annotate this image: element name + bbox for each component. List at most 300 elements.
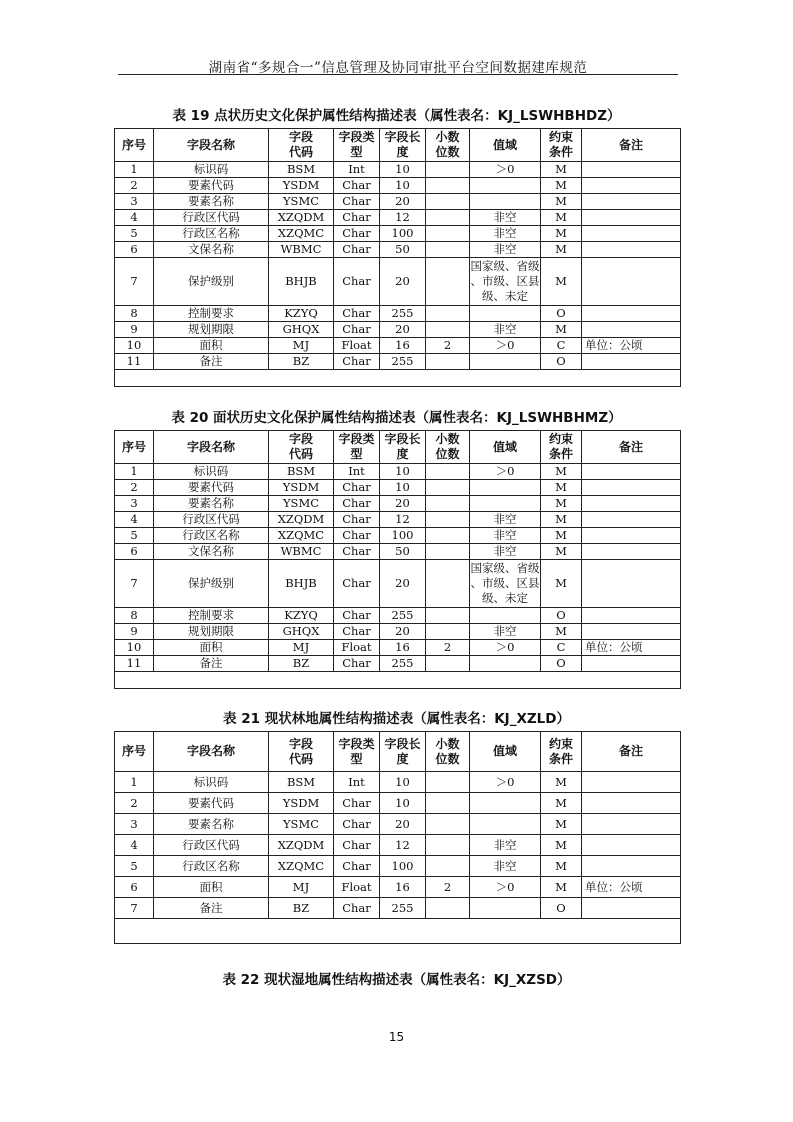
cell-field-code: MJ [269, 877, 334, 898]
cell-remark [582, 512, 681, 528]
cell-field-name: 标识码 [154, 772, 269, 793]
cell-constraint: M [541, 322, 582, 338]
cell-field-type: Char [334, 306, 380, 322]
cell-field-length: 255 [380, 354, 426, 370]
table-row [115, 560, 681, 608]
column-header-remark: 备注 [582, 431, 681, 464]
cell-constraint: M [541, 242, 582, 258]
cell-field-type: Char [334, 544, 380, 560]
column-header-field-type: 字段类 型 [334, 431, 380, 464]
cell-remark [582, 178, 681, 194]
empty-cell [115, 919, 681, 944]
cell-constraint: M [541, 624, 582, 640]
cell-field-name: 规划期限 [154, 624, 269, 640]
table-row [115, 608, 681, 624]
cell-remark [582, 835, 681, 856]
cell-decimals [426, 322, 470, 338]
table-row [115, 772, 681, 793]
cell-domain: 非空 [470, 226, 541, 242]
cell-domain [470, 814, 541, 835]
cell-constraint: M [541, 178, 582, 194]
cell-field-code: BSM [269, 162, 334, 178]
table-row [115, 496, 681, 512]
cell-no: 8 [115, 608, 154, 624]
cell-field-type: Char [334, 322, 380, 338]
cell-decimals [426, 528, 470, 544]
cell-decimals [426, 814, 470, 835]
cell-no: 10 [115, 640, 154, 656]
cell-field-name: 行政区代码 [154, 210, 269, 226]
cell-decimals [426, 560, 470, 608]
cell-remark: 单位：公顷 [582, 640, 681, 656]
cell-field-length: 50 [380, 242, 426, 258]
cell-field-name: 保护级别 [154, 258, 269, 306]
cell-decimals [426, 464, 470, 480]
cell-field-name: 备注 [154, 656, 269, 672]
cell-constraint: M [541, 210, 582, 226]
cell-field-type: Char [334, 512, 380, 528]
cell-field-name: 要素名称 [154, 194, 269, 210]
cell-field-name: 面积 [154, 640, 269, 656]
cell-constraint: M [541, 496, 582, 512]
cell-decimals: 2 [426, 338, 470, 354]
cell-domain: 非空 [470, 835, 541, 856]
cell-field-length: 10 [380, 178, 426, 194]
column-header-field-type: 字段类 型 [334, 732, 380, 772]
cell-constraint: O [541, 898, 582, 919]
table-20-caption: 表 20 面状历史文化保护属性结构描述表（属性表名：KJ_LSWHBHMZ） [171, 410, 622, 426]
cell-decimals [426, 480, 470, 496]
cell-domain: 国家级、省级 、市级、区县 级、未定 [470, 258, 541, 306]
cell-no: 2 [115, 480, 154, 496]
cell-decimals [426, 772, 470, 793]
table-row [115, 624, 681, 640]
cell-domain: 非空 [470, 856, 541, 877]
table-row [115, 877, 681, 898]
cell-no: 11 [115, 354, 154, 370]
cell-remark [582, 608, 681, 624]
column-header-field-code: 字段 代码 [269, 129, 334, 162]
cell-field-code: MJ [269, 640, 334, 656]
table-row [115, 306, 681, 322]
cell-constraint: M [541, 772, 582, 793]
cell-field-length: 20 [380, 560, 426, 608]
table-row [115, 835, 681, 856]
cell-field-code: XZQDM [269, 210, 334, 226]
cell-decimals [426, 306, 470, 322]
cell-decimals [426, 656, 470, 672]
cell-domain [470, 354, 541, 370]
cell-field-code: XZQMC [269, 528, 334, 544]
cell-field-length: 255 [380, 898, 426, 919]
cell-decimals [426, 226, 470, 242]
cell-field-type: Char [334, 835, 380, 856]
cell-remark [582, 258, 681, 306]
cell-domain [470, 608, 541, 624]
cell-decimals [426, 835, 470, 856]
cell-decimals [426, 242, 470, 258]
table-header-row [115, 129, 681, 162]
cell-field-name: 面积 [154, 877, 269, 898]
column-header-remark: 备注 [582, 732, 681, 772]
cell-domain: 非空 [470, 242, 541, 258]
cell-no: 10 [115, 338, 154, 354]
cell-field-length: 255 [380, 306, 426, 322]
cell-no: 9 [115, 624, 154, 640]
cell-field-code: BHJB [269, 560, 334, 608]
cell-field-code: YSMC [269, 194, 334, 210]
cell-field-length: 10 [380, 772, 426, 793]
column-header-no: 序号 [115, 732, 154, 772]
cell-field-name: 标识码 [154, 464, 269, 480]
cell-field-name: 文保名称 [154, 242, 269, 258]
cell-field-type: Char [334, 354, 380, 370]
cell-field-length: 12 [380, 835, 426, 856]
cell-decimals [426, 162, 470, 178]
cell-field-type: Char [334, 656, 380, 672]
column-header-domain: 值域 [470, 732, 541, 772]
cell-field-length: 255 [380, 608, 426, 624]
cell-field-length: 50 [380, 544, 426, 560]
cell-remark [582, 226, 681, 242]
cell-field-name: 行政区名称 [154, 226, 269, 242]
cell-field-length: 100 [380, 856, 426, 877]
cell-domain [470, 480, 541, 496]
cell-domain: 非空 [470, 322, 541, 338]
cell-field-name: 面积 [154, 338, 269, 354]
cell-remark [582, 242, 681, 258]
cell-no: 2 [115, 178, 154, 194]
cell-field-name: 文保名称 [154, 544, 269, 560]
cell-remark [582, 793, 681, 814]
cell-constraint: O [541, 608, 582, 624]
cell-decimals [426, 210, 470, 226]
cell-field-type: Float [334, 338, 380, 354]
cell-domain: 非空 [470, 624, 541, 640]
cell-field-length: 16 [380, 877, 426, 898]
cell-field-code: GHQX [269, 624, 334, 640]
cell-field-type: Char [334, 210, 380, 226]
column-header-field-length: 字段长 度 [380, 431, 426, 464]
cell-field-code: BZ [269, 354, 334, 370]
running-header: 湖南省“多规合一”信息管理及协同审批平台空间数据建库规范 [208, 60, 588, 76]
cell-domain: ＞0 [470, 162, 541, 178]
column-header-field-length: 字段长 度 [380, 732, 426, 772]
cell-field-length: 20 [380, 624, 426, 640]
cell-field-code: GHQX [269, 322, 334, 338]
empty-cell [115, 370, 681, 387]
table-empty-row [115, 919, 681, 944]
cell-field-length: 12 [380, 210, 426, 226]
cell-no: 6 [115, 242, 154, 258]
table-header-row [115, 732, 681, 772]
cell-field-length: 20 [380, 194, 426, 210]
table-row [115, 656, 681, 672]
cell-field-code: BHJB [269, 258, 334, 306]
cell-field-name: 备注 [154, 354, 269, 370]
cell-field-name: 标识码 [154, 162, 269, 178]
cell-constraint: M [541, 793, 582, 814]
cell-domain [470, 178, 541, 194]
cell-domain: 非空 [470, 544, 541, 560]
cell-field-name: 行政区名称 [154, 856, 269, 877]
cell-field-code: WBMC [269, 242, 334, 258]
cell-domain [470, 496, 541, 512]
cell-no: 2 [115, 793, 154, 814]
cell-constraint: O [541, 656, 582, 672]
cell-constraint: M [541, 464, 582, 480]
cell-constraint: M [541, 512, 582, 528]
table-20 [114, 430, 681, 689]
cell-constraint: M [541, 877, 582, 898]
cell-domain: 非空 [470, 512, 541, 528]
table-row [115, 178, 681, 194]
cell-remark [582, 322, 681, 338]
cell-field-length: 10 [380, 162, 426, 178]
cell-domain [470, 656, 541, 672]
header-rule [118, 74, 678, 75]
cell-remark [582, 656, 681, 672]
cell-decimals [426, 496, 470, 512]
cell-no: 4 [115, 835, 154, 856]
column-header-no: 序号 [115, 431, 154, 464]
column-header-field-code: 字段 代码 [269, 732, 334, 772]
table-22-caption: 表 22 现状湿地属性结构描述表（属性表名：KJ_XZSD） [222, 972, 571, 988]
cell-field-name: 行政区代码 [154, 512, 269, 528]
cell-constraint: M [541, 226, 582, 242]
table-row [115, 226, 681, 242]
cell-no: 5 [115, 226, 154, 242]
cell-field-type: Char [334, 528, 380, 544]
cell-domain: ＞0 [470, 877, 541, 898]
table-empty-row [115, 672, 681, 689]
cell-decimals [426, 258, 470, 306]
cell-field-type: Char [334, 793, 380, 814]
cell-field-type: Char [334, 194, 380, 210]
table-row [115, 814, 681, 835]
cell-no: 6 [115, 544, 154, 560]
cell-no: 7 [115, 898, 154, 919]
cell-field-length: 16 [380, 640, 426, 656]
cell-field-length: 12 [380, 512, 426, 528]
cell-field-code: BZ [269, 898, 334, 919]
table-row [115, 210, 681, 226]
cell-decimals [426, 793, 470, 814]
cell-field-code: YSDM [269, 480, 334, 496]
cell-constraint: C [541, 338, 582, 354]
cell-domain [470, 194, 541, 210]
cell-constraint: M [541, 835, 582, 856]
cell-no: 3 [115, 814, 154, 835]
cell-remark [582, 162, 681, 178]
cell-decimals [426, 898, 470, 919]
cell-field-name: 行政区名称 [154, 528, 269, 544]
cell-decimals [426, 856, 470, 877]
column-header-field-name: 字段名称 [154, 732, 269, 772]
cell-remark [582, 772, 681, 793]
column-header-decimals: 小数 位数 [426, 431, 470, 464]
cell-field-length: 10 [380, 464, 426, 480]
cell-field-code: MJ [269, 338, 334, 354]
cell-decimals [426, 624, 470, 640]
column-header-decimals: 小数 位数 [426, 732, 470, 772]
cell-field-type: Char [334, 178, 380, 194]
table-row [115, 322, 681, 338]
cell-remark [582, 464, 681, 480]
cell-constraint: O [541, 354, 582, 370]
cell-field-name: 规划期限 [154, 322, 269, 338]
table-row [115, 464, 681, 480]
cell-field-code: KZYQ [269, 306, 334, 322]
cell-field-name: 要素名称 [154, 814, 269, 835]
cell-remark: 单位：公顷 [582, 877, 681, 898]
cell-no: 8 [115, 306, 154, 322]
cell-field-name: 控制要求 [154, 306, 269, 322]
cell-field-length: 10 [380, 793, 426, 814]
cell-domain [470, 898, 541, 919]
cell-domain [470, 793, 541, 814]
cell-decimals: 2 [426, 640, 470, 656]
column-header-constraint: 约束 条件 [541, 129, 582, 162]
table-21 [114, 731, 681, 944]
column-header-remark: 备注 [582, 129, 681, 162]
cell-field-type: Int [334, 772, 380, 793]
cell-no: 3 [115, 496, 154, 512]
column-header-domain: 值域 [470, 129, 541, 162]
cell-field-length: 16 [380, 338, 426, 354]
cell-no: 4 [115, 512, 154, 528]
cell-field-code: YSMC [269, 814, 334, 835]
cell-remark [582, 560, 681, 608]
cell-remark [582, 210, 681, 226]
cell-field-type: Int [334, 162, 380, 178]
cell-field-type: Char [334, 242, 380, 258]
cell-constraint: C [541, 640, 582, 656]
cell-no: 7 [115, 560, 154, 608]
table-row [115, 354, 681, 370]
table-19-caption: 表 19 点状历史文化保护属性结构描述表（属性表名：KJ_LSWHBHDZ） [172, 108, 621, 124]
cell-decimals [426, 354, 470, 370]
cell-constraint: M [541, 480, 582, 496]
cell-field-name: 要素名称 [154, 496, 269, 512]
cell-constraint: M [541, 162, 582, 178]
cell-domain: 非空 [470, 528, 541, 544]
cell-remark [582, 624, 681, 640]
column-header-field-code: 字段 代码 [269, 431, 334, 464]
table-row [115, 194, 681, 210]
cell-field-code: XZQMC [269, 226, 334, 242]
cell-field-type: Char [334, 496, 380, 512]
cell-no: 9 [115, 322, 154, 338]
cell-field-code: BSM [269, 464, 334, 480]
cell-field-name: 要素代码 [154, 793, 269, 814]
table-row [115, 793, 681, 814]
cell-field-code: WBMC [269, 544, 334, 560]
cell-field-type: Char [334, 480, 380, 496]
cell-field-type: Char [334, 560, 380, 608]
cell-field-code: XZQMC [269, 856, 334, 877]
column-header-field-name: 字段名称 [154, 129, 269, 162]
cell-field-code: XZQDM [269, 512, 334, 528]
cell-remark [582, 856, 681, 877]
page-number: 15 [388, 1030, 405, 1044]
table-19 [114, 128, 681, 387]
cell-field-type: Char [334, 814, 380, 835]
cell-constraint: M [541, 856, 582, 877]
cell-field-name: 要素代码 [154, 480, 269, 496]
cell-no: 1 [115, 162, 154, 178]
cell-field-length: 20 [380, 258, 426, 306]
cell-field-name: 控制要求 [154, 608, 269, 624]
table-row [115, 512, 681, 528]
cell-domain: ＞0 [470, 640, 541, 656]
cell-no: 7 [115, 258, 154, 306]
cell-remark [582, 898, 681, 919]
cell-field-type: Char [334, 856, 380, 877]
table-row [115, 640, 681, 656]
table-header-row [115, 431, 681, 464]
cell-decimals: 2 [426, 877, 470, 898]
cell-field-type: Char [334, 898, 380, 919]
cell-domain: ＞0 [470, 464, 541, 480]
table-row [115, 856, 681, 877]
cell-no: 6 [115, 877, 154, 898]
cell-domain [470, 306, 541, 322]
cell-field-type: Int [334, 464, 380, 480]
table-row [115, 528, 681, 544]
cell-remark [582, 354, 681, 370]
cell-field-type: Float [334, 640, 380, 656]
cell-no: 1 [115, 772, 154, 793]
cell-no: 3 [115, 194, 154, 210]
cell-remark [582, 814, 681, 835]
column-header-domain: 值域 [470, 431, 541, 464]
cell-constraint: M [541, 194, 582, 210]
cell-field-type: Char [334, 258, 380, 306]
cell-decimals [426, 512, 470, 528]
cell-constraint: M [541, 814, 582, 835]
cell-field-code: YSDM [269, 178, 334, 194]
table-row [115, 544, 681, 560]
column-header-decimals: 小数 位数 [426, 129, 470, 162]
cell-field-length: 100 [380, 226, 426, 242]
cell-decimals [426, 608, 470, 624]
cell-decimals [426, 194, 470, 210]
cell-domain: 国家级、省级 、市级、区县 级、未定 [470, 560, 541, 608]
table-row [115, 242, 681, 258]
cell-no: 5 [115, 528, 154, 544]
cell-remark [582, 528, 681, 544]
cell-field-name: 保护级别 [154, 560, 269, 608]
table-empty-row [115, 370, 681, 387]
cell-constraint: O [541, 306, 582, 322]
cell-remark [582, 496, 681, 512]
cell-remark [582, 480, 681, 496]
column-header-constraint: 约束 条件 [541, 732, 582, 772]
cell-no: 11 [115, 656, 154, 672]
cell-field-length: 20 [380, 814, 426, 835]
cell-constraint: M [541, 258, 582, 306]
cell-decimals [426, 178, 470, 194]
column-header-field-name: 字段名称 [154, 431, 269, 464]
table-row [115, 480, 681, 496]
cell-field-length: 255 [380, 656, 426, 672]
cell-field-code: KZYQ [269, 608, 334, 624]
cell-field-type: Float [334, 877, 380, 898]
cell-field-code: XZQDM [269, 835, 334, 856]
cell-constraint: M [541, 544, 582, 560]
table-row [115, 338, 681, 354]
